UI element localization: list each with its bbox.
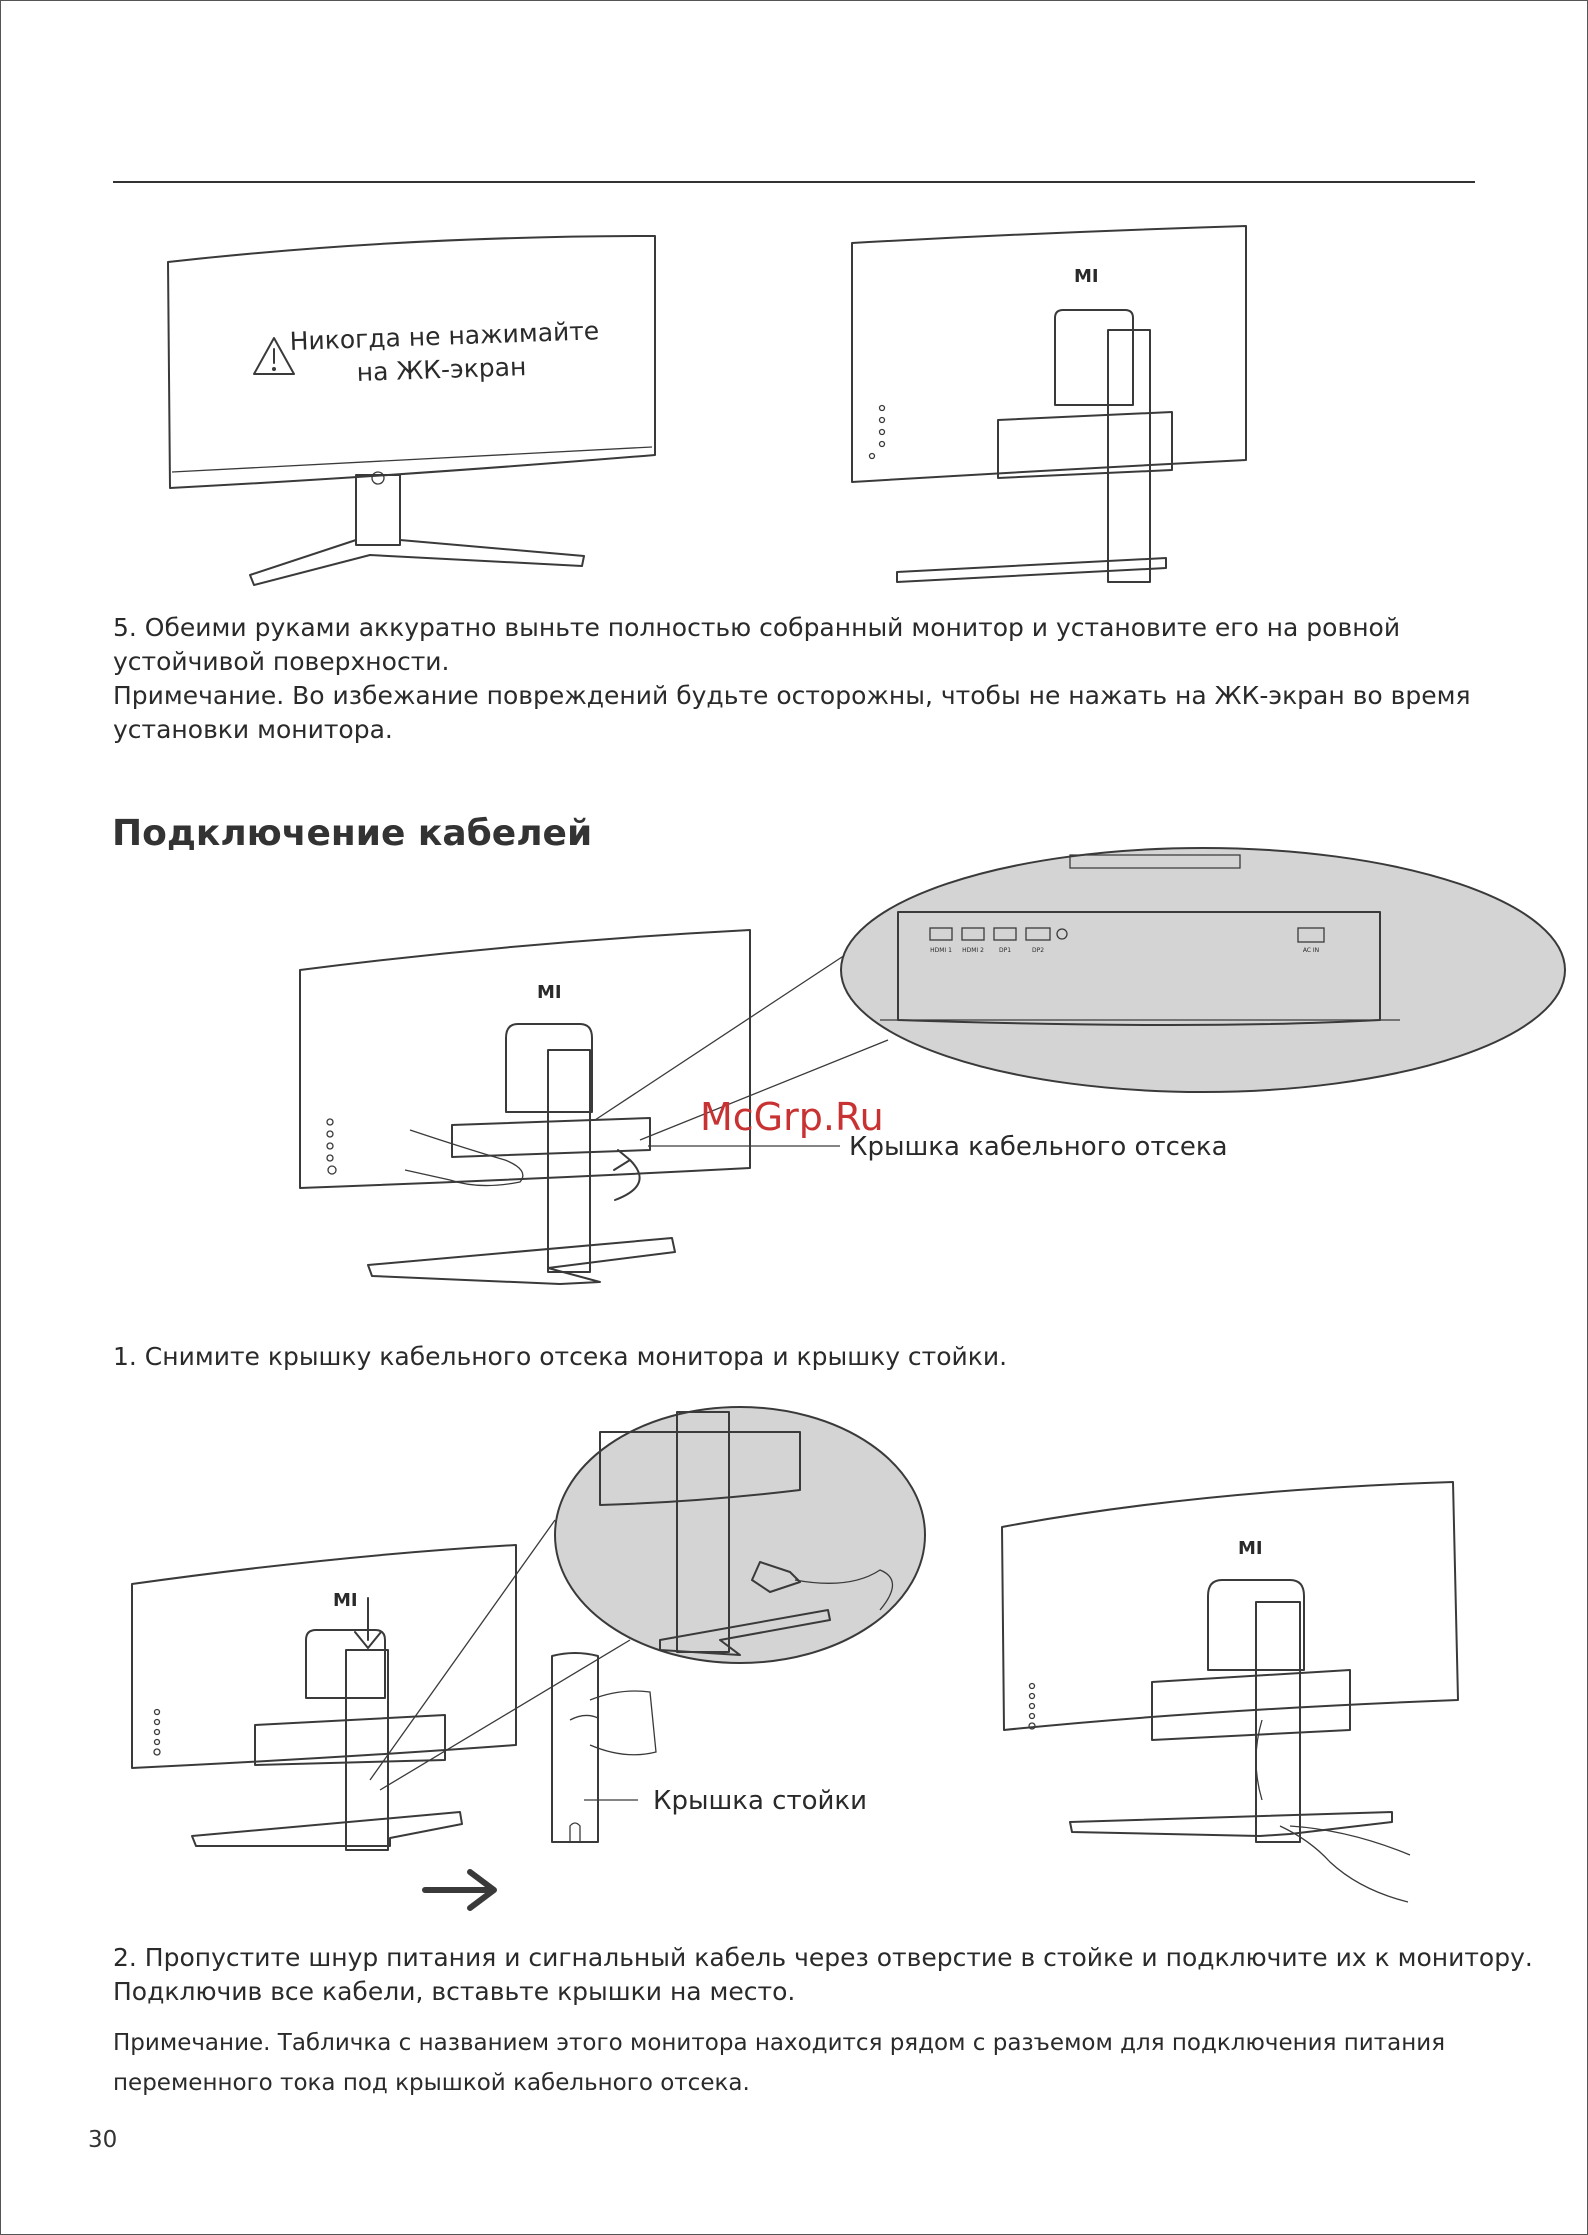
port-label: DP1 xyxy=(998,947,1012,954)
section-title: Подключение кабелей xyxy=(112,813,593,854)
arrow-right-icon xyxy=(425,1872,494,1908)
stand-cover-label: Крышка стойки xyxy=(653,1786,868,1816)
watermark: McGrp.Ru xyxy=(700,1095,884,1139)
warning-text-line1: Никогда не нажимайте xyxy=(289,316,600,356)
step5-line1: 5. Обеими руками аккуратно выньте полностью собранный монитор и установите его на ровной xyxy=(113,613,1401,642)
cable-cover-label: Крышка кабельного отсека xyxy=(849,1132,1228,1162)
monitor-rear-illustration xyxy=(852,226,1246,582)
warning-text-line2: на ЖК-экран xyxy=(356,352,527,387)
monitor-front-illustration xyxy=(168,236,655,585)
step2-note-line2: переменного тока под крышкой кабельного отсека. xyxy=(113,2070,750,2096)
step5-line2: устойчивой поверхности. xyxy=(113,647,450,676)
svg-text:MI: MI xyxy=(1238,1538,1263,1559)
step1-text: 1. Снимите крышку кабельного отсека монитора и крышку стойки. xyxy=(113,1342,1008,1371)
warning-triangle-icon xyxy=(254,338,294,374)
port-label: DP2 xyxy=(1031,947,1045,954)
step2-line2: Подключив все кабели, вставьте крышки на место. xyxy=(113,1977,796,2006)
step2-line1: 2. Пропустите шнур питания и сигнальный кабель через отверстие в стойке и подключите их к монитору. xyxy=(113,1943,1533,1972)
brand-logo: MI xyxy=(1074,266,1099,287)
svg-text:MI: MI xyxy=(537,982,562,1003)
cable-routing-illustration xyxy=(132,1407,925,1850)
svg-text:MI: MI xyxy=(333,1590,358,1611)
step2-note-line1: Примечание. Табличка с названием этого монитора находится рядом с разъемом для подключения питания xyxy=(113,2030,1446,2056)
port-label: AC IN xyxy=(1302,947,1320,954)
step5-note-line2: установки монитора. xyxy=(113,715,393,744)
cable-cover-illustration xyxy=(300,848,1565,1284)
page-number: 30 xyxy=(88,2127,118,2153)
step5-note-line1: Примечание. Во избежание повреждений будьте осторожны, чтобы не нажать на ЖК-экран во время xyxy=(113,681,1471,710)
monitor-rear-with-cables-illustration xyxy=(1002,1482,1458,1902)
port-label: HDMI 2 xyxy=(962,947,984,954)
port-label: HDMI 1 xyxy=(930,947,952,954)
